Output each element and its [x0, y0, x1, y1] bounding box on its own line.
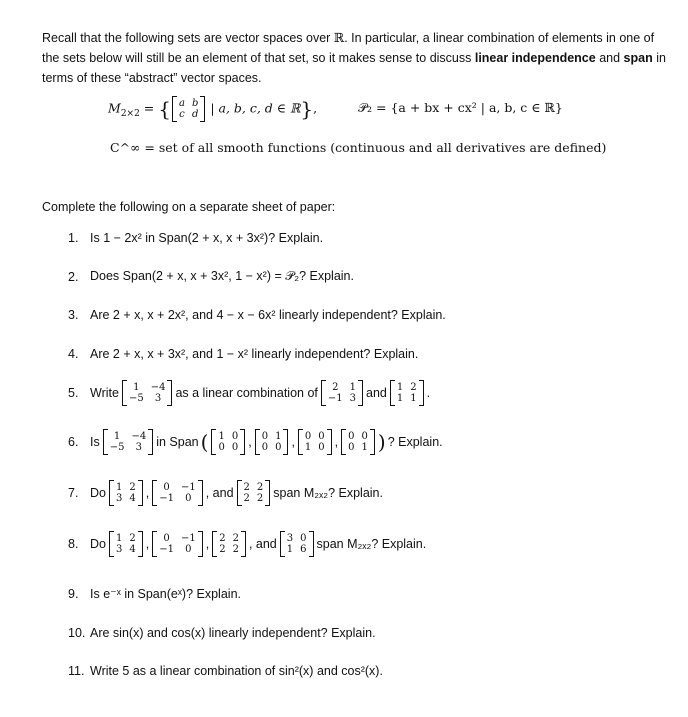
- matrix-entry: 0: [361, 431, 368, 442]
- question-item-11: [68, 664, 383, 678]
- bracket-right: [138, 480, 143, 506]
- p2-definition: 𝒫₂ = {a + bx + cx² | a, b, c ∈ ℝ}: [358, 100, 563, 115]
- matrix-c: [390, 380, 424, 406]
- matrix-entries: [285, 533, 309, 555]
- matrix-entry: 1: [133, 382, 140, 393]
- item-text: ,: [205, 537, 210, 551]
- item-text: ,: [291, 435, 295, 449]
- question-number: 2.: [68, 269, 79, 284]
- basis-matrix: [341, 429, 375, 455]
- question-body: [90, 586, 241, 601]
- matrix-entry: 2: [332, 382, 339, 393]
- matrix-entry: −4: [131, 431, 147, 442]
- matrix-b: [321, 380, 363, 406]
- matrix-entry: 2: [410, 382, 417, 393]
- question-body: [90, 429, 443, 455]
- matrix-a: [122, 380, 173, 406]
- matrix-entry: 0: [300, 533, 307, 544]
- matrix-entry: 0: [318, 431, 325, 442]
- matrix-entry: 0: [163, 482, 170, 493]
- matrix-abcd: [172, 96, 205, 122]
- item-text: Is: [90, 435, 100, 449]
- matrix-entries: [242, 482, 266, 504]
- matrix-entries: [346, 431, 370, 453]
- item-text: Are sin(x) and cos(x) linearly independent? Explain.: [90, 626, 376, 640]
- matrix-entry: d: [191, 109, 199, 120]
- matrix-entry: −5: [109, 442, 125, 453]
- matrix-entry: 1: [349, 382, 357, 393]
- basis-matrix: [255, 429, 289, 455]
- matrix-entry: 3: [286, 533, 294, 544]
- question-number: 11.: [68, 664, 85, 678]
- bold-term: span: [623, 51, 653, 65]
- matrix-entry: 6: [300, 544, 307, 555]
- matrix-entry: 2: [129, 482, 136, 493]
- question-number: 6.: [68, 435, 79, 449]
- matrix: [212, 531, 246, 557]
- question-item-10: [68, 626, 376, 640]
- matrix-entry: 2: [256, 493, 264, 504]
- question-body: [90, 269, 354, 284]
- matrix-entries: [216, 431, 240, 453]
- matrix-entry: 2: [232, 533, 239, 544]
- matrix-entry: 3: [115, 493, 123, 504]
- item-text: ,: [334, 435, 339, 449]
- paren-left: (: [200, 430, 209, 454]
- matrix-entry: 1: [396, 382, 404, 393]
- matrix-entry: −1: [159, 493, 174, 504]
- question-body: [90, 626, 376, 640]
- matrix-entry: b: [191, 98, 199, 109]
- item-text: Are 2 + x, x + 3x², and 1 − x² linearly independent? Explain.: [90, 347, 419, 361]
- matrix-entry: −4: [150, 382, 166, 393]
- item-text: , and: [248, 537, 277, 551]
- matrix-entry: 2: [219, 544, 226, 555]
- matrix-entry: 2: [243, 493, 250, 504]
- bracket-right: [265, 480, 270, 506]
- bracket-right: [327, 429, 332, 455]
- matrix-entries: [326, 382, 358, 404]
- paren-right: ): [377, 430, 386, 454]
- matrix-entry: −1: [327, 393, 343, 404]
- matrix-entry: 0: [304, 431, 312, 442]
- matrix: [152, 531, 203, 557]
- bracket-right: [419, 380, 424, 406]
- matrix-entry: 3: [115, 544, 123, 555]
- matrix-entry: 0: [348, 431, 355, 442]
- matrix-entry: 3: [349, 393, 357, 404]
- question-body: [90, 231, 323, 245]
- bracket-right: [370, 429, 375, 455]
- matrix-entry: 0: [231, 431, 239, 442]
- matrix-entry: 0: [318, 442, 325, 453]
- matrix-entry: 1: [396, 393, 404, 404]
- item-text: Is 1 − 2x² in Span(2 + x, x + 3x²)? Explain.: [90, 231, 324, 245]
- matrix-entry: 1: [286, 544, 294, 555]
- item-text: , and: [205, 486, 234, 500]
- question-body: [90, 347, 418, 361]
- matrix-entry: −5: [128, 393, 144, 404]
- matrix-entry: −1: [180, 533, 196, 544]
- matrix-entry: 4: [129, 544, 136, 555]
- item-text: ,: [248, 435, 252, 449]
- basis-matrix: [298, 429, 332, 455]
- question-body: [90, 480, 383, 506]
- matrix: [109, 480, 143, 506]
- matrix-entry: 1: [304, 442, 312, 453]
- question-item-6: [68, 429, 443, 455]
- matrix: [237, 480, 271, 506]
- matrix-a: [103, 429, 154, 455]
- basis-matrix: [211, 429, 245, 455]
- bracket-right: [309, 531, 314, 557]
- matrix-entry: 2: [219, 533, 226, 544]
- item-text: span M₂ₓ₂? Explain.: [316, 537, 427, 551]
- matrix-entry: a: [178, 98, 185, 109]
- question-number: 8.: [68, 537, 79, 551]
- item-text: Does Span(2 + x, x + 3x², 1 − x²) = 𝒫₂? Explain.: [90, 269, 354, 283]
- matrix-entry: 3: [154, 393, 162, 404]
- item-text: as a linear combination of: [175, 386, 318, 400]
- matrix-entry: 0: [185, 493, 192, 504]
- matrix-entry: 0: [218, 442, 225, 453]
- item-text: ? Explain.: [387, 435, 443, 449]
- bold-term: linear independence: [474, 51, 596, 65]
- item-text: Are 2 + x, x + 2x², and 4 − x − 6x² linearly independent? Explain.: [90, 308, 446, 322]
- m22-definition: $M_{2\times 2}$ = { a b c d | a, b, c, d ∈ ℝ},: [108, 97, 318, 121]
- matrix-entry: 0: [261, 431, 269, 442]
- matrix-entries: [157, 533, 198, 555]
- matrix-entries: [395, 382, 419, 404]
- matrix-entry: −1: [180, 482, 196, 493]
- question-item-3: [68, 308, 446, 322]
- question-number: 3.: [68, 308, 79, 322]
- matrix-entries: [114, 533, 138, 555]
- matrix-entry: 1: [115, 482, 123, 493]
- instruction-lead: Complete the following on a separate sheet of paper:: [42, 200, 336, 214]
- matrix-entries: [108, 431, 149, 453]
- question-number: 1.: [68, 231, 79, 245]
- matrix-entry: 0: [348, 442, 355, 453]
- cinf-definition: C^∞ = set of all smooth functions (continuous and all derivatives are defined): [110, 140, 607, 155]
- item-text: in Span: [156, 435, 199, 449]
- question-number: 10.: [68, 626, 86, 640]
- question-number: 4.: [68, 347, 79, 361]
- matrix-entries: [260, 431, 284, 453]
- question-body: [90, 380, 430, 406]
- item-text: Do: [90, 537, 106, 551]
- item-text: and: [366, 386, 387, 400]
- matrix-entry: 0: [275, 442, 282, 453]
- matrix-entry: 1: [115, 533, 123, 544]
- bracket-right: [198, 480, 203, 506]
- question-item-4: [68, 347, 418, 361]
- question-number: 5.: [68, 386, 79, 400]
- bracket-right: [198, 531, 203, 557]
- bracket-right: [283, 429, 288, 455]
- bracket-right: [240, 429, 245, 455]
- matrix-entries: [127, 382, 168, 404]
- bracket-right: [148, 429, 153, 455]
- item-text: Do: [90, 486, 106, 500]
- question-item-8: [68, 531, 426, 557]
- matrix-entry: 1: [275, 431, 282, 442]
- matrix-entry: 1: [218, 431, 225, 442]
- item-text: Write 5 as a linear combination of sin²(x) and cos²(x).: [90, 664, 383, 678]
- matrix-entry: 3: [135, 442, 143, 453]
- question-number: 7.: [68, 486, 79, 500]
- matrix-entry: −1: [159, 544, 174, 555]
- bracket-right: [138, 531, 143, 557]
- matrix-entries: [217, 533, 241, 555]
- matrix-entry: 0: [261, 442, 269, 453]
- matrix-entry: 0: [185, 544, 192, 555]
- matrix-entry: 2: [232, 544, 239, 555]
- question-item-2: [68, 269, 354, 284]
- matrix-entry: 1: [113, 431, 121, 442]
- question-body: [90, 531, 426, 557]
- matrix: [280, 531, 314, 557]
- matrix-entry: 1: [410, 393, 417, 404]
- matrix-entry: c: [179, 109, 185, 120]
- bracket-right: [167, 380, 172, 406]
- matrix-entry: 2: [243, 482, 250, 493]
- bracket-right: [358, 380, 363, 406]
- matrix-entry: 4: [129, 493, 136, 504]
- matrix-entry: 0: [163, 533, 170, 544]
- item-text: .: [426, 386, 431, 400]
- matrix-entries: [303, 431, 327, 453]
- item-text: span M₂ₓ₂? Explain.: [273, 486, 383, 500]
- matrix-entry: 2: [256, 482, 264, 493]
- matrix-entry: 2: [129, 533, 136, 544]
- intro-paragraph: Recall that the following sets are vector spaces over ℝ. In particular, a linear combination of elements in one of the sets below will still be an element of that set, so it makes sense to discuss linear independence and span in terms of these “abstract” vector spaces.: [42, 30, 666, 85]
- item-text: ,: [145, 537, 150, 551]
- question-item-9: [68, 586, 241, 601]
- question-item-1: [68, 231, 323, 245]
- question-number: 9.: [68, 586, 79, 601]
- question-body: [90, 664, 383, 678]
- matrix-entry: 1: [361, 442, 368, 453]
- matrix: [152, 480, 203, 506]
- item-text: ,: [145, 486, 150, 500]
- item-text: Write: [90, 386, 119, 400]
- item-text: Is e⁻ˣ in Span(eˣ)? Explain.: [90, 587, 241, 601]
- matrix-entries: [157, 482, 198, 504]
- question-item-7: [68, 480, 383, 506]
- bracket-right: [241, 531, 246, 557]
- question-item-5: [68, 380, 430, 406]
- matrix-entry: 0: [231, 442, 239, 453]
- matrix: [109, 531, 143, 557]
- matrix-entries: [114, 482, 138, 504]
- question-body: [90, 308, 446, 322]
